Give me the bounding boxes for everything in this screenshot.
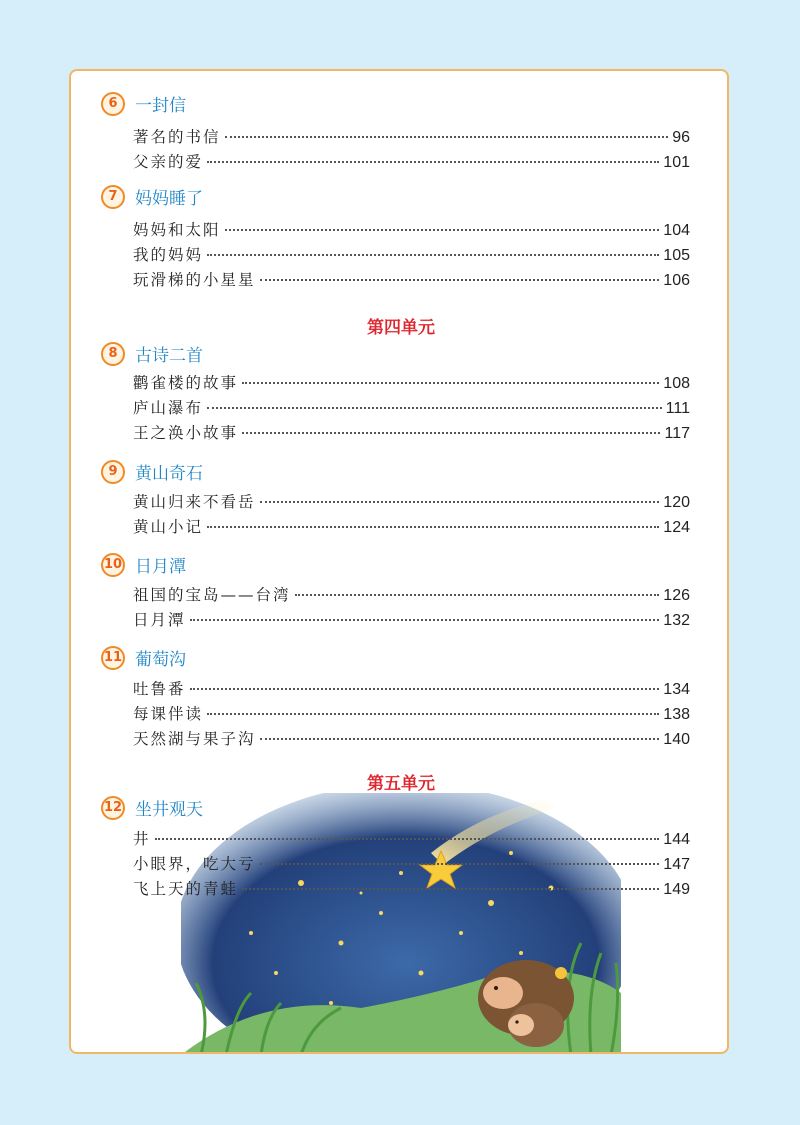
entry-page: 132 (663, 612, 690, 629)
entry-title: 父亲的爱 (133, 153, 204, 171)
unit-4-heading: 第四单元 (367, 318, 435, 338)
entry-page: 104 (663, 222, 690, 239)
entry-page: 96 (672, 129, 690, 146)
dot-leader (295, 594, 660, 596)
entry-page: 117 (664, 425, 690, 442)
lesson-number-badge: 9 (101, 460, 125, 484)
lesson-title: 一封信 (135, 96, 186, 116)
entry-title: 我的妈妈 (133, 246, 204, 264)
toc-entry[interactable] (133, 702, 690, 724)
dot-leader (190, 688, 660, 690)
toc-entry[interactable] (133, 583, 690, 605)
toc-entry[interactable] (133, 396, 690, 418)
toc-entry[interactable] (133, 218, 690, 240)
entry-page: 144 (663, 831, 690, 848)
dot-leader (242, 888, 659, 890)
lesson-9-heading[interactable] (101, 459, 203, 484)
entry-title: 王之涣小故事 (133, 424, 239, 442)
toc-entry[interactable] (133, 677, 690, 699)
toc-entry[interactable] (133, 125, 690, 147)
dot-leader (207, 526, 659, 528)
entry-page: 147 (663, 856, 690, 873)
unit-5-heading: 第五单元 (367, 774, 435, 794)
lesson-10-heading[interactable] (101, 552, 186, 577)
toc-entry[interactable] (133, 727, 690, 749)
lesson-title: 坐井观天 (135, 800, 203, 820)
lesson-7-heading[interactable] (101, 184, 203, 209)
lesson-title: 妈妈睡了 (135, 189, 203, 209)
dot-leader (190, 619, 660, 621)
entry-title: 小眼界，吃大亏 (133, 855, 256, 873)
entry-page: 108 (663, 375, 690, 392)
dot-leader (242, 382, 659, 384)
lesson-title: 葡萄沟 (135, 650, 186, 670)
lesson-number-badge: 11 (101, 646, 125, 670)
entry-page: 138 (663, 706, 690, 723)
entry-title: 妈妈和太阳 (133, 221, 221, 239)
toc-entry[interactable] (133, 421, 690, 443)
lesson-title: 日月潭 (135, 557, 186, 577)
entry-title: 鹳雀楼的故事 (133, 374, 239, 392)
entry-title: 吐鲁番 (133, 680, 186, 698)
toc-entry[interactable] (133, 852, 690, 874)
toc-entry[interactable] (133, 371, 690, 393)
entry-page: 126 (663, 587, 690, 604)
dot-leader (242, 432, 660, 434)
lesson-number-badge: 8 (101, 342, 125, 366)
dot-leader (225, 136, 669, 138)
entry-title: 庐山瀑布 (133, 399, 204, 417)
entry-page: 120 (663, 494, 690, 511)
entry-page: 134 (663, 681, 690, 698)
lesson-number-badge: 6 (101, 92, 125, 116)
entry-page: 124 (663, 519, 690, 536)
entry-page: 149 (663, 881, 690, 898)
dot-leader (260, 279, 660, 281)
dot-leader (207, 713, 659, 715)
entry-title: 著名的书信 (133, 128, 221, 146)
entry-page: 140 (663, 731, 690, 748)
entry-title: 井 (133, 830, 151, 848)
toc-entry[interactable] (133, 515, 690, 537)
toc-entry[interactable] (133, 608, 690, 630)
entry-title: 黄山归来不看岳 (133, 493, 256, 511)
entry-title: 玩滑梯的小星星 (133, 271, 256, 289)
entry-page: 106 (663, 272, 690, 289)
toc-entry[interactable] (133, 243, 690, 265)
toc-entry[interactable] (133, 490, 690, 512)
toc-entry[interactable] (133, 827, 690, 849)
lesson-8-heading[interactable] (101, 341, 203, 366)
table-of-contents-page (69, 69, 729, 1054)
lesson-number-badge: 7 (101, 185, 125, 209)
toc-entry[interactable] (133, 268, 690, 290)
dot-leader (260, 501, 660, 503)
dot-leader (207, 254, 659, 256)
lesson-title: 黄山奇石 (135, 464, 203, 484)
dot-leader (260, 863, 660, 865)
lesson-number-badge: 10 (101, 553, 125, 577)
dot-leader (207, 407, 662, 409)
dot-leader (207, 161, 659, 163)
entry-title: 天然湖与果子沟 (133, 730, 256, 748)
entry-page: 101 (663, 154, 690, 171)
lesson-6-heading[interactable] (101, 91, 186, 116)
lesson-number-badge: 12 (101, 796, 125, 820)
toc-entry[interactable] (133, 150, 690, 172)
entry-page: 105 (663, 247, 690, 264)
dot-leader (260, 738, 660, 740)
flower (555, 967, 567, 979)
lesson-title: 古诗二首 (135, 346, 203, 366)
entry-title: 黄山小记 (133, 518, 204, 536)
entry-title: 每课伴读 (133, 705, 204, 723)
dot-leader (225, 229, 660, 231)
toc-entry[interactable] (133, 877, 690, 899)
entry-title: 祖国的宝岛——台湾 (133, 586, 291, 604)
lesson-11-heading[interactable] (101, 645, 186, 670)
dot-leader (155, 838, 660, 840)
entry-page: 111 (665, 400, 690, 417)
entry-title: 飞上天的青蛙 (133, 880, 239, 898)
entry-title: 日月潭 (133, 611, 186, 629)
lesson-12-heading[interactable] (101, 795, 203, 820)
